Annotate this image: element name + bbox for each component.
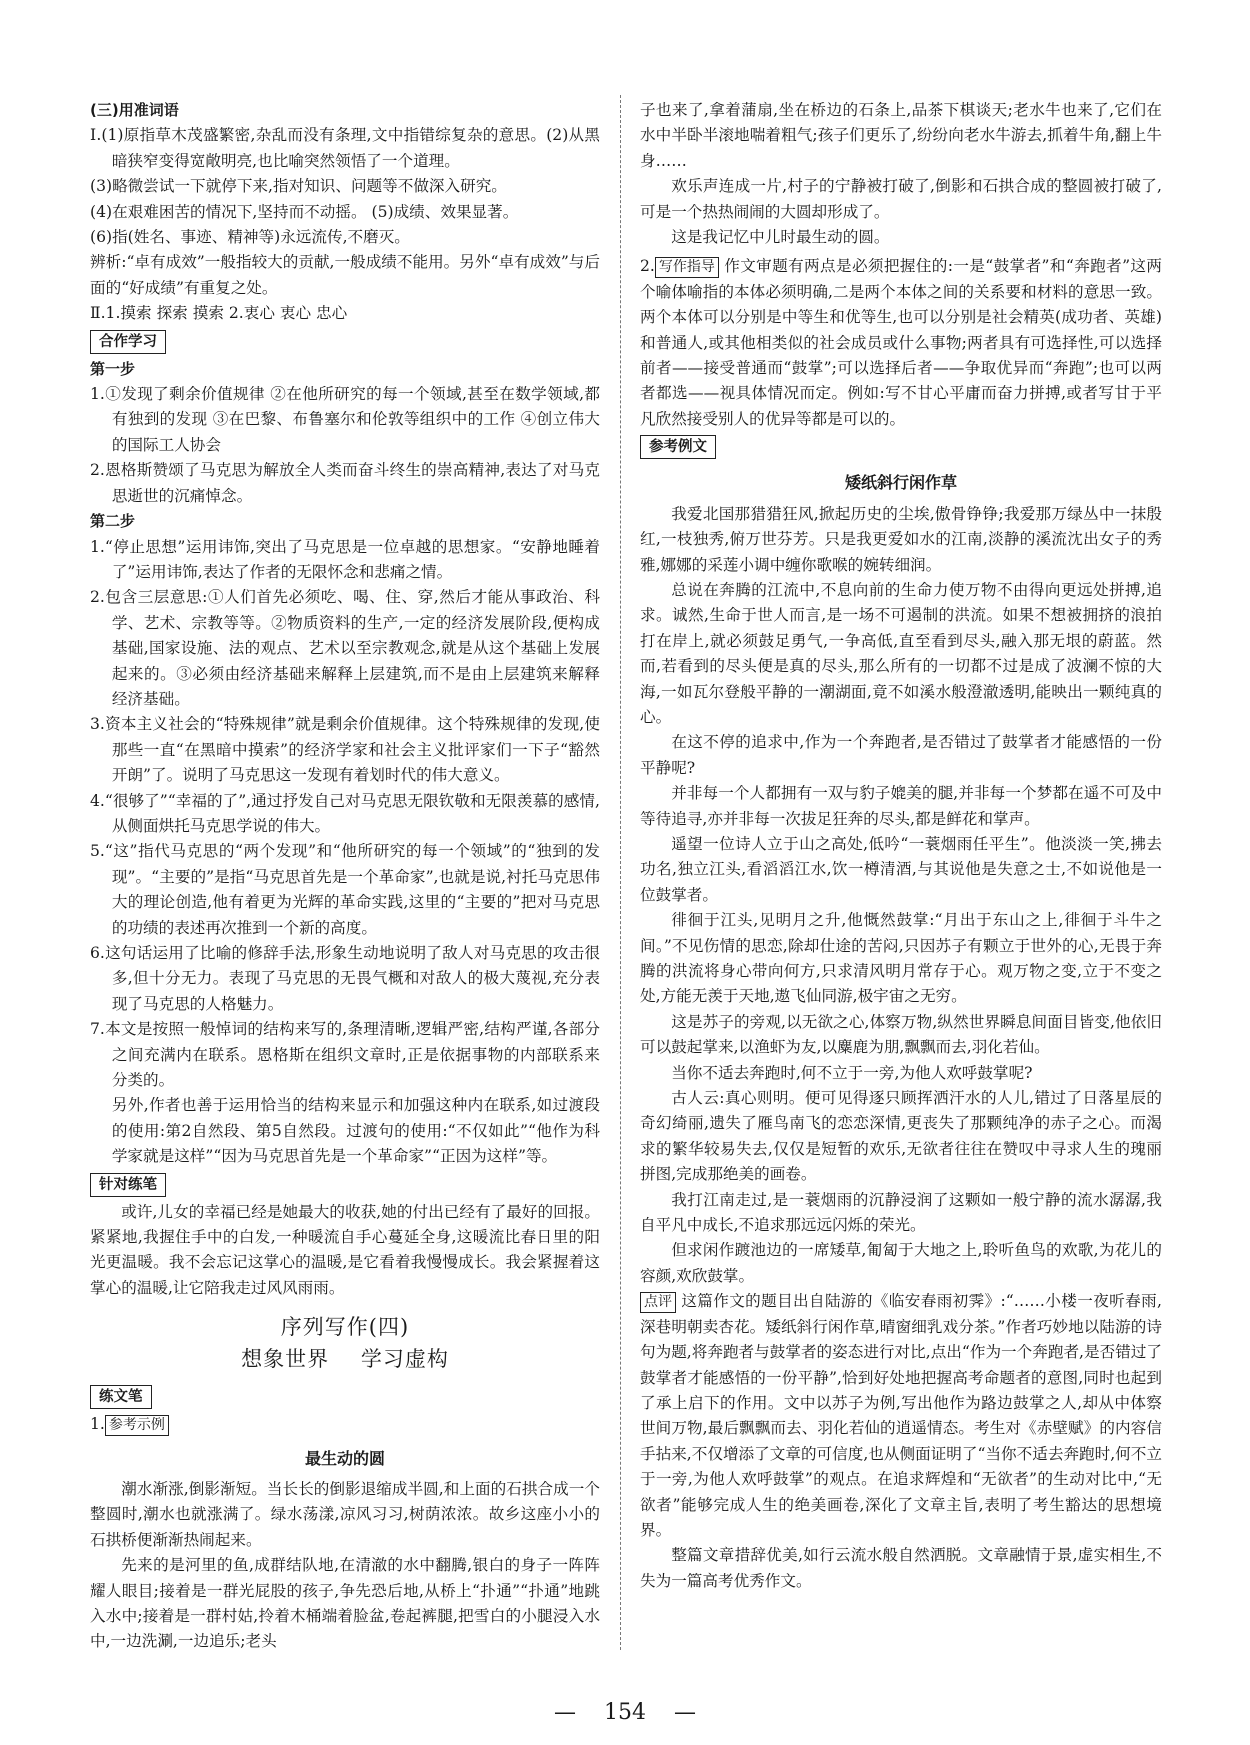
essay-paragraph: 这是我记忆中儿时最生动的圆。 [671,228,890,247]
answer-item: 7.本文是按照一般悼词的结构来写的,条理清晰,逻辑严密,结构严谨,各部分之间充满内在联系。恩格斯在组织文章时,正是依据事物的内部联系来分类的。 [90,1020,600,1090]
column-divider [620,95,621,1650]
essay-title: 最生动的圆 [304,1448,385,1468]
essay-paragraph: 我打江南走过,是一蓑烟雨的沉静浸润了这颗如一般宁静的流水潺潺,我自平凡中成长,不追求那远远闪烁的荣光。 [640,1190,1162,1235]
tag-writing-guide: 写作指导 [655,257,719,278]
essay-paragraph: 先来的是河里的鱼,成群结队地,在清澈的水中翻腾,银白的身子一阵阵耀人眼目;接着是一群光屁股的孩子,争先恐后地,从桥上“扑通”“扑通”地跳入水中;接着是一群村姑,拎着木桶端着脸盆,卷起裤腿,把雪白的小腿浸入水中,一边洗涮,一边追乐;老头 [90,1556,600,1651]
section-tag-cooperative-learning: 合作学习 [90,330,166,354]
answer-line: (3)略微尝试一下就停下来,指对知识、问题等不做深入研究。 [90,177,507,196]
essay-paragraph: 潮水渐涨,倒影渐短。当长长的倒影退缩成半圆,和上面的石拱合成一个整圆时,潮水也就涨满了。绿水荡漾,凉风习习,树荫浓浓。故乡这座小小的石拱桥便渐渐热闹起来。 [90,1479,600,1549]
answer-item: 3.资本主义社会的“特殊规律”就是剩余价值规律。这个特殊规律的发现,使那些一直“在黑暗中摸索”的经济学家和社会主义批评家们一下子“豁然开朗”了。说明了马克思这一发现有着划时代的伟大意义。 [90,715,600,785]
essay-paragraph: 古人云:真心则明。便可见得逐只顾挥洒汗水的人儿,错过了日落星辰的奇幻绮丽,遗失了雁鸟南飞的恋恋深情,更丧失了那颗纯净的赤子之心。而渴求的繁华较易失去,仅仅是短暂的欢乐,无欲者往往在赞叹中寻求人生的瑰丽拼图,完成那绝美的画卷。 [640,1089,1162,1184]
answer-line: Ⅱ.1.摸索 探索 摸索 2.衷心 衷心 忠心 [90,304,348,323]
answer-item: 2.包含三层意思:①人们首先必须吃、喝、住、穿,然后才能从事政治、科学、艺术、宗教等等。②物质资料的生产,一定的经济发展阶段,便构成基础,国家设施、法的观点、艺术以至宗教观念,就是从这个基础上发展起来的。③必须由经济基础来解释上层建筑,而不是由上层建筑来解释经济基础。 [90,588,600,708]
essay-paragraph: 当你不适去奔跑时,何不立于一旁,为他人欢呼鼓掌呢? [671,1063,1033,1082]
section-tag-targeted-practice: 针对练笔 [90,1173,166,1197]
item-label [90,1412,600,1437]
section-heading-word-use: (三)用准词语 [90,101,179,119]
answer-item: 1.①发现了剩余价值规律 ②在他所研究的每一个领域,甚至在数学领域,都有独到的发现 ③在巴黎、布鲁塞尔和伦敦等组织中的工作 ④创立伟大的国际工人协会 [90,385,600,454]
tag-comment: 点评 [640,1292,676,1313]
practice-paragraph: 或许,儿女的幸福已经是她最大的收获,她的付出已经有了最好的回报。紧紧地,我握住手中的白发,一种暖流自手心蔓延全身,这暖流比春日里的阳光更温暖。我不会忘记这掌心的温暖,是它看着我慢慢成长。我会紧握着这掌心的温暖,让它陪我走过风风雨雨。 [90,1202,600,1297]
comment-text: 这篇作文的题目出自陆游的《临安春雨初霁》:“……小楼一夜听春雨,深巷明朝卖杏花。矮纸斜行闲作草,晴窗细乳戏分茶。”作者巧妙地以陆游的诗句为题,将奔跑者与鼓掌者的姿态进行对比,点出“作为一个奔跑者,是否错过了鼓掌者才能感悟的一份平静”,恰到好处地把握高考命题者的意图,同时也起到了承上启下的作用。文中以苏子为例,写出他作为路边鼓掌之人,却从中体察世间万物,最后飘飘而去、羽化若仙的逍遥情态。考生对《赤壁赋》的内容信手拈来,不仅增添了文章的可信度,也从侧面证明了“当你不适去奔跑时,何不立于一旁,为他人欢呼鼓掌”的观点。在追求辉煌和“无欲者”的生动对比中,“无欲者”能够完成人生的绝美画卷,深化了文章主旨,表明了考生豁达的思想境界。 [640,1292,1162,1539]
section-tag-reference-essay: 参考例文 [640,435,716,459]
answer-line: (4)在艰难困苦的情况下,坚持而不动摇。 (5)成绩、效果显著。 [90,202,519,221]
comment-paragraph [640,1289,1162,1543]
item-number: 2. [640,257,655,276]
item-number: 1. [90,1415,105,1434]
answer-item: 2.恩格斯赞颂了马克思为解放全人类而奋斗终生的崇高精神,表达了对马克思逝世的沉痛悼念。 [90,461,600,505]
answer-item: 1.“停止思想”运用讳饰,突出了马克思是一位卓越的思想家。“安静地睡着了”运用讳饰,表达了作者的无限怀念和悲痛之情。 [90,537,600,581]
guide-paragraph [640,254,1162,432]
essay-paragraph: 但求闲作踱池边的一席矮草,匍匐于大地之上,聆听鱼鸟的欢歌,为花儿的容颜,欢欣鼓掌。 [640,1241,1162,1285]
page-number-dash: — [554,1700,576,1725]
answer-line: 辨析:“卓有成效”一般指较大的贡献,一般成绩不能用。另外“卓有成效”与后面的“好成绩”有重复之处。 [90,253,600,297]
essay-paragraph: 在这不停的追求中,作为一个奔跑者,是否错过了鼓掌者才能感悟的一份平静呢? [640,733,1162,777]
page-number-dash: — [674,1700,696,1725]
page-number-value: 154 [604,1700,646,1725]
answer-item: 6.这句话运用了比喻的修辞手法,形象生动地说明了敌人对马克思的攻击很多,但十分无力。表现了马克思的无畏气概和对敌人的极大蔑视,充分表现了马克思的人格魅力。 [90,944,600,1013]
left-column [90,98,600,1655]
essay-paragraph: 这是苏子的旁观,以无欲之心,体察万物,纵然世界瞬息间面目皆变,他依旧可以鼓起掌来,以渔虾为友,以麋鹿为朋,飘飘而去,羽化若仙。 [640,1012,1162,1057]
essay-paragraph: 总说在奔腾的江流中,不息向前的生命力使万物不由得向更远处拼搏,追求。诚然,生命于世人而言,是一场不可遏制的洪流。如果不想被拥挤的浪拍打在岸上,就必须鼓足勇气,一争高低,直至看到尽头,融入那无垠的蔚蓝。然而,若看到的尽头便是真的尽头,那么所有的一切都不过是成了波澜不惊的大海,一如瓦尔登般平静的一潮湖面,竟不如溪水般澄澈透明,能映出一颗纯真的心。 [640,580,1162,726]
essay-paragraph: 欢乐声连成一片,村子的宁静被打破了,倒影和石拱合成的整圆被打破了,可是一个热热闹闹的大圆却形成了。 [640,177,1162,221]
essay-paragraph: 我爱北国那猎猎狂风,掀起历史的尘埃,傲骨铮铮;我爱那万绿丛中一抹殷红,一枝独秀,俯万世芬芳。只是我更爱如水的江南,淡静的溪流沈出女子的秀雅,娜娜的采莲小调中缠你歌喉的婉转细润。 [640,504,1162,574]
essay-paragraph: 遥望一位诗人立于山之高处,低吟“一蓑烟雨任平生”。他淡淡一笑,拂去功名,独立江头,看滔滔江水,饮一樽清酒,与其说他是失意之士,不如说他是一位鼓掌者。 [640,834,1162,904]
essay-paragraph: 整篇文章措辞优美,如行云流水般自然洒脱。文章融情于景,虚实相生,不失为一篇高考优秀作文。 [640,1546,1162,1590]
answer-item: 4.“很够了”“幸福的了”,通过抒发自己对马克思无限钦敬和无限羡慕的感情,从侧面烘托马克思学说的伟大。 [90,791,600,835]
essay-title: 矮纸斜行闲作草 [844,473,957,493]
essay-paragraph: 子也来了,拿着蒲扇,坐在桥边的石条上,品茶下棋谈天;老水牛也来了,它们在水中半卧半滚地喘着粗气;孩子们更乐了,纷纷向老水牛游去,抓着牛角,翻上牛身…… [640,101,1162,170]
series-writing-subtitle [90,1347,600,1372]
step-heading: 第二步 [90,512,136,531]
answer-line: Ⅰ.(1)原指草木茂盛繁密,杂乱而没有条理,文中指错综复杂的意思。(2)从黑暗狭窄变得宽敞明亮,也比喻突然领悟了一个道理。 [90,126,600,170]
subtitle-part: 学习虚构 [360,1346,449,1371]
tag-reference-sample: 参考示例 [105,1415,169,1436]
answer-item: 5.“这”指代马克思的“两个发现”和“他所研究的每一个领域”的“独到的发现”。“主要的”是指“马克思首先是一个革命家”,也就是说,衬托马克思伟大的理论创造,他有着更为光辉的革命实践,这里的“主要的”把对马克思的功绩的表述再次推到一个新的高度。 [90,842,600,937]
essay-paragraph: 并非每一个人都拥有一双与豹子媲美的腿,并非每一个梦都在遥不可及中等待追寻,亦并非每一次拔足狂奔的尽头,都是鲜花和掌声。 [640,784,1162,828]
right-column [640,98,1162,1594]
step-heading: 第一步 [90,359,136,378]
section-tag-writing-practice: 练文笔 [90,1385,152,1409]
answer-note: 另外,作者也善于运用恰当的结构来显示和加强这种内在联系,如过渡段的使用:第2自然段、第5自然段。过渡句的使用:“不仅如此”“他作为科学家就是这样”“因为马克思首先是一个革命家”“正因为这样”等。 [111,1096,600,1166]
series-writing-title: 序列写作(四) [280,1315,410,1340]
subtitle-part: 想象世界 [241,1346,330,1371]
essay-paragraph: 徘徊于江头,见明月之升,他慨然鼓掌:“月出于东山之上,徘徊于斗牛之间。”不见伤情的思恋,除却仕途的苦闷,只因苏子有颗立于世外的心,无畏于奔腾的洪流将身心带向何方,只求清风明月常存于心。观万物之变,立于不变之处,方能无羡于天地,遨飞仙同游,极宇宙之无穷。 [640,911,1162,1006]
answer-line: (6)指(姓名、事迹、精神等)永远流传,不磨灭。 [90,228,410,247]
page-number [0,1700,1250,1725]
guide-text: 作文审题有两点是必须把握住的:一是“鼓掌者”和“奔跑者”这两个喻体喻指的本体必须明确,二是两个本体之间的关系要和材料的意思一致。两个本体可以分别是中等生和优等生,也可以分别是社会精英(成功者、英雄)和普通人,或其他相类似的社会成员或什么事物;两者具有可选择性,可以选择前者——接受普通而“鼓掌”;可以选择后者——争取优异而“奔跑”;也可以两者都选——视具体情况而定。例如:写不甘心平庸而奋力拼搏,或者写甘于平凡欣然接受别人的优异等都是可以的。 [640,257,1162,428]
